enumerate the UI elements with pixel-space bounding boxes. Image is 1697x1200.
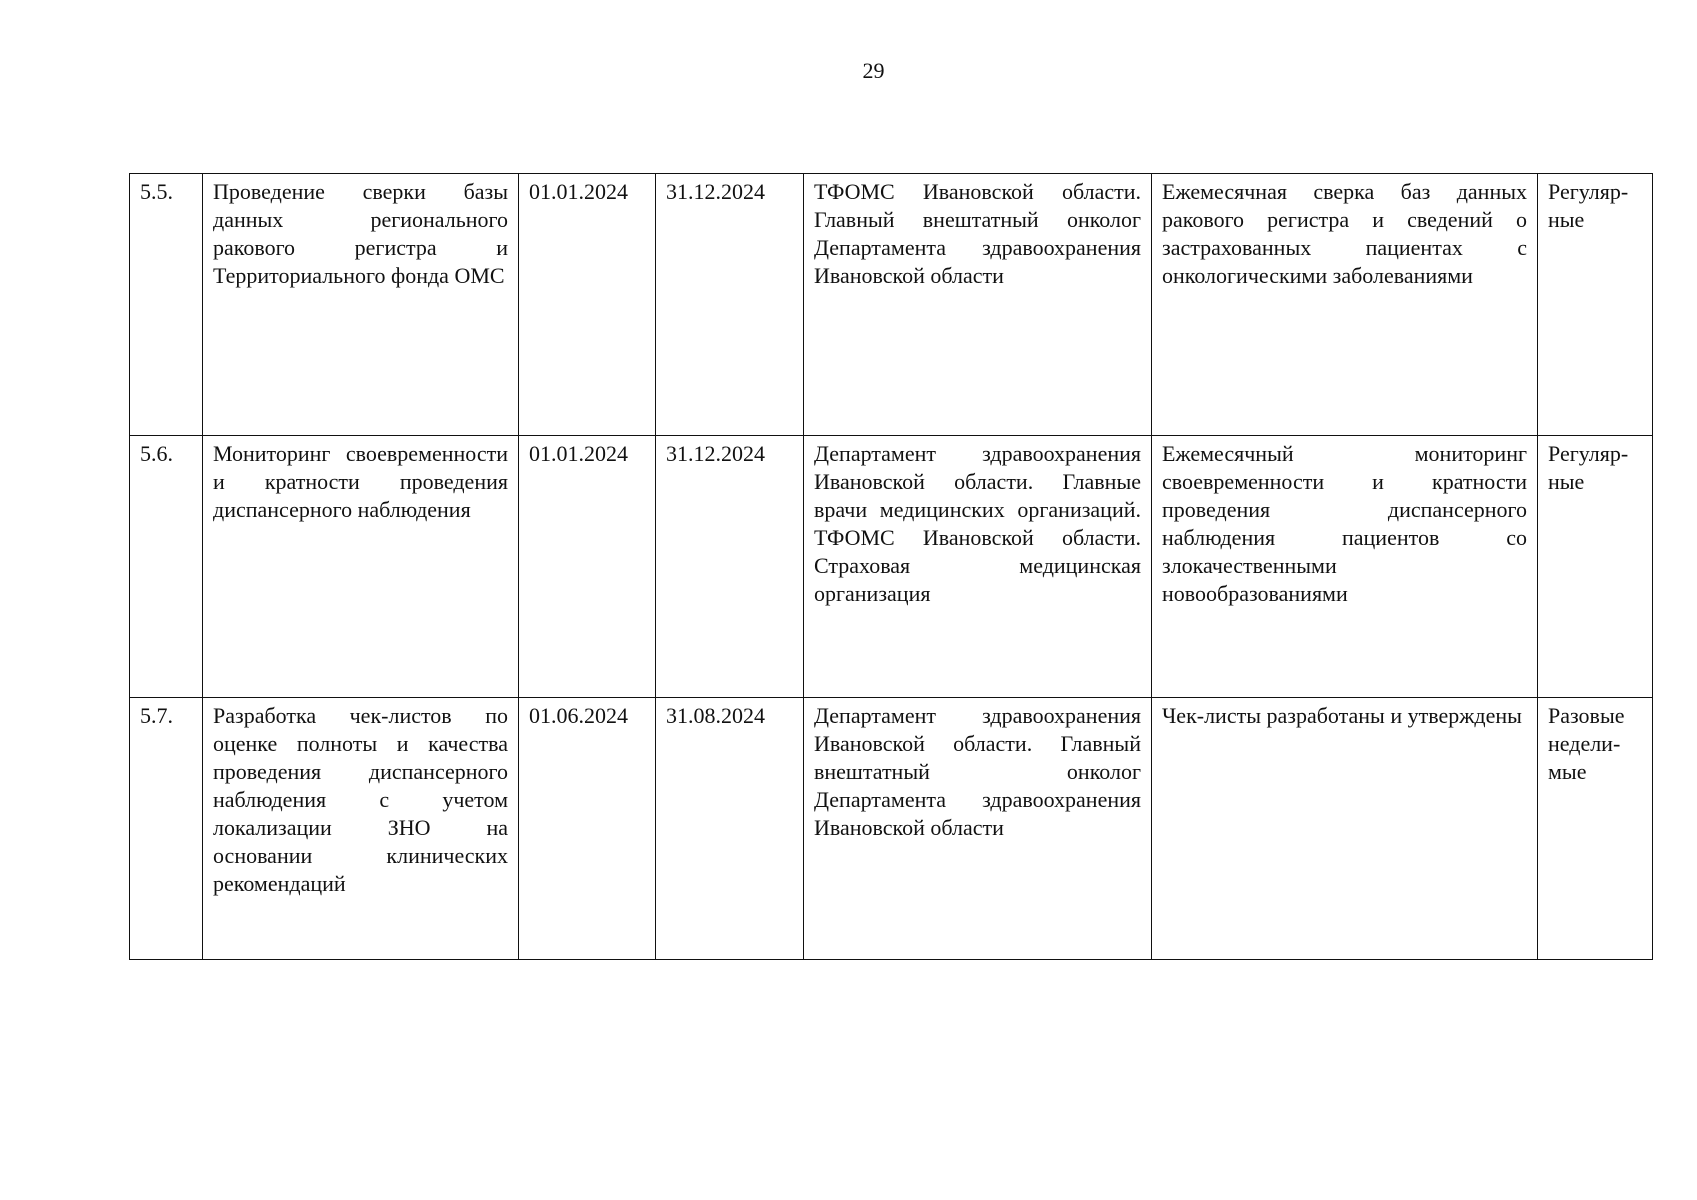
responsible-cell: Департамент здравоохранения Ивановской области. Главный внештатный онколог Департамента здравоохранения Ивановской области bbox=[804, 698, 1152, 960]
row-number: 5.5. bbox=[130, 174, 203, 436]
event-cell: Мониторинг своевременности и кратности проведения диспансерного наблюдения bbox=[203, 436, 519, 698]
end-date-cell: 31.12.2024 bbox=[656, 174, 804, 436]
responsible-cell: ТФОМС Ивановской области. Главный внештатный онколог Департамента здравоохранения Ивановской области bbox=[804, 174, 1152, 436]
result-cell: Ежемесячная сверка баз данных ракового регистра и сведений о застрахованных пациентах с онкологическими заболеваниями bbox=[1152, 174, 1538, 436]
start-date-cell: 01.06.2024 bbox=[519, 698, 656, 960]
result-cell: Ежемесячный мониторинг своевременности и кратности проведения диспансерного наблюдения пациентов со злокачественными новообразованиями bbox=[1152, 436, 1538, 698]
table-row bbox=[130, 698, 1653, 960]
event-cell: Проведение сверки базы данных регионального ракового регистра и Территориального фонда ОМС bbox=[203, 174, 519, 436]
end-date-cell: 31.08.2024 bbox=[656, 698, 804, 960]
end-date-cell: 31.12.2024 bbox=[656, 436, 804, 698]
type-cell: Регуляр-ные bbox=[1538, 436, 1653, 698]
plan-table bbox=[129, 173, 1653, 960]
row-number: 5.6. bbox=[130, 436, 203, 698]
row-number: 5.7. bbox=[130, 698, 203, 960]
page-number: 29 bbox=[862, 58, 885, 83]
table-row bbox=[130, 436, 1653, 698]
result-cell: Чек-листы разработаны и утверждены bbox=[1152, 698, 1538, 960]
event-cell: Разработка чек-листов по оценке полноты и качества проведения диспансерного наблюдения с учетом локализации ЗНО на основании клинических рекомендаций bbox=[203, 698, 519, 960]
type-cell: Разовые недели-мые bbox=[1538, 698, 1653, 960]
start-date-cell: 01.01.2024 bbox=[519, 436, 656, 698]
responsible-cell: Департамент здравоохранения Ивановской области. Главные врачи медицинских организаций. ТФОМС Ивановской области. Страховая медицинская организация bbox=[804, 436, 1152, 698]
type-cell: Регуляр-ные bbox=[1538, 174, 1653, 436]
table-row bbox=[130, 174, 1653, 436]
start-date-cell: 01.01.2024 bbox=[519, 174, 656, 436]
